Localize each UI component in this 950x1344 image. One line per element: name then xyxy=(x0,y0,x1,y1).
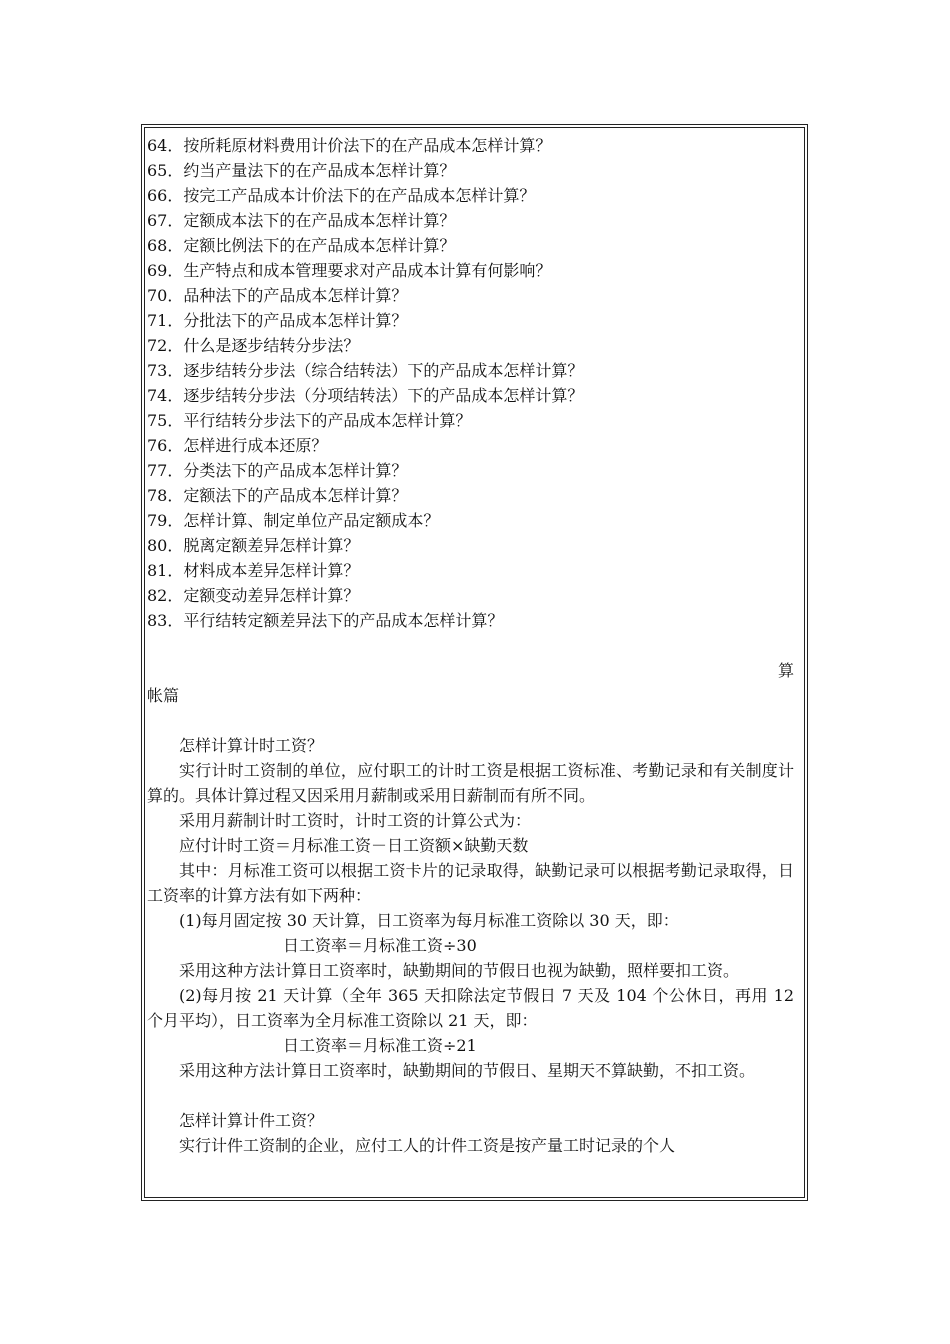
question-65: 65．约当产量法下的在产品成本怎样计算？ xyxy=(147,161,456,180)
section-title-part2: 帐篇 xyxy=(147,686,180,705)
paragraph: 实行计件工资制的企业，应付工人的计件工资是按产量工时记录的个人 xyxy=(179,1136,676,1155)
question-69: 69．生产特点和成本管理要求对产品成本计算有何影响？ xyxy=(147,261,552,280)
document-content xyxy=(147,133,794,1158)
method-1: (1)每月固定按 30 天计算，日工资率为每月标准工资除以 30 天，即： xyxy=(179,911,679,930)
paragraph: 其中：月标准工资可以根据工资卡片的记录取得，缺勤记录可以根据考勤记录取得，日工资率的计算方法有如下两种： xyxy=(147,861,794,905)
paragraph: 采用这种方法计算日工资率时，缺勤期间的节假日、星期天不算缺勤，不扣工资。 xyxy=(179,1061,756,1080)
question-80: 80．脱离定额差异怎样计算？ xyxy=(147,536,360,555)
heading-piece-wage: 怎样计算计件工资？ xyxy=(179,1111,324,1130)
question-66: 66．按完工产品成本计价法下的在产品成本怎样计算？ xyxy=(147,186,536,205)
question-75: 75．平行结转分步法下的产品成本怎样计算？ xyxy=(147,411,472,430)
content-border xyxy=(144,127,805,1198)
question-77: 77．分类法下的产品成本怎样计算？ xyxy=(147,461,408,480)
question-72: 72．什么是逐步结转分步法？ xyxy=(147,336,360,355)
question-70: 70．品种法下的产品成本怎样计算？ xyxy=(147,286,408,305)
heading-hourly-wage: 怎样计算计时工资？ xyxy=(179,736,324,755)
formula-21-days: 日工资率＝月标准工资÷21 xyxy=(283,1036,477,1055)
question-67: 67．定额成本法下的在产品成本怎样计算？ xyxy=(147,211,456,230)
spacer xyxy=(147,633,794,658)
question-76: 76．怎样进行成本还原？ xyxy=(147,436,328,455)
page-frame xyxy=(141,124,808,1201)
question-78: 78．定额法下的产品成本怎样计算？ xyxy=(147,486,408,505)
question-68: 68．定额比例法下的在产品成本怎样计算？ xyxy=(147,236,456,255)
question-83: 83．平行结转定额差异法下的产品成本怎样计算？ xyxy=(147,611,504,630)
formula-line: 应付计时工资＝月标准工资－日工资额×缺勤天数 xyxy=(179,836,529,855)
paragraph: 采用月薪制计时工资时，计时工资的计算公式为： xyxy=(179,811,532,830)
question-79: 79．怎样计算、制定单位产品定额成本？ xyxy=(147,511,440,530)
spacer xyxy=(147,1083,794,1108)
question-82: 82．定额变动差异怎样计算？ xyxy=(147,586,360,605)
question-73: 73．逐步结转分步法（综合结转法）下的产品成本怎样计算？ xyxy=(147,361,584,380)
question-74: 74．逐步结转分步法（分项结转法）下的产品成本怎样计算？ xyxy=(147,386,584,405)
formula-30-days: 日工资率＝月标准工资÷30 xyxy=(283,936,477,955)
section-title-part1: 算 xyxy=(777,661,794,680)
spacer xyxy=(147,708,794,733)
paragraph: 实行计时工资制的单位，应付职工的计时工资是根据工资标准、考勤记录和有关制度计算的。具体计算过程又因采用月薪制或采用日薪制而有所不同。 xyxy=(147,761,794,805)
paragraph: 采用这种方法计算日工资率时，缺勤期间的节假日也视为缺勤，照样要扣工资。 xyxy=(179,961,740,980)
method-2: (2)每月按 21 天计算（全年 365 天扣除法定节假日 7 天及 104 个公休日，再用 12 个月平均），日工资率为全月标准工资除以 21 天，即： xyxy=(147,986,794,1030)
question-64: 64．按所耗原材料费用计价法下的在产品成本怎样计算？ xyxy=(147,136,552,155)
question-71: 71．分批法下的产品成本怎样计算？ xyxy=(147,311,408,330)
question-81: 81．材料成本差异怎样计算？ xyxy=(147,561,360,580)
